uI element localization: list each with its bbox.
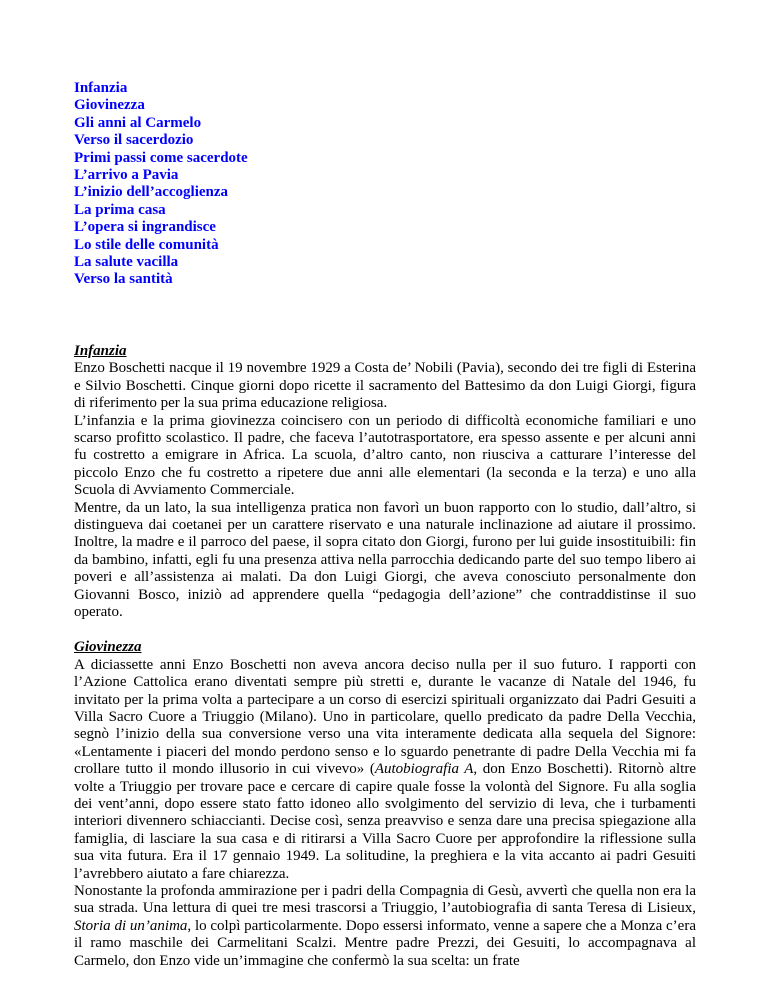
toc-link-giovinezza[interactable]: Giovinezza [74,97,145,114]
section-title-giovinezza: Giovinezza [74,639,142,656]
paragraph: L’infanzia e la prima giovinezza coincisero con un periodo di difficoltà economiche familiari e uno scarso profitto scolastico. Il padre, che faceva l’autotrasportatore, era spesso assente e per alcuni anni fu costretto a emigrare in Africa. La scuola, d’altro canto, non riusciva a catturare l’interesse del piccolo Enzo che fu costretto a ripetere due anni alle elementari (la seconda e la terza) e uno alla Scuola di Avviamento Commerciale. [74,412,696,499]
toc-item-accoglienza [74,184,696,201]
toc-item-primi-passi [74,150,696,167]
text-span: Nonostante la profonda ammirazione per i padri della Compagnia di Gesù, avvertì che quella non era la sua strada. Una lettura di quei tre mesi trascorsi a Triuggio, l’autobiografia di santa Teresa di Lisieux, [74,883,696,917]
toc-item-sacerdozio [74,132,696,149]
toc-link-salute[interactable]: La salute vacilla [74,254,179,271]
toc-link-arrivo-pavia[interactable]: L’arrivo a Pavia [74,167,179,184]
toc-item-stile [74,237,696,254]
toc-item-santita [74,271,696,288]
text-span: A diciassette anni Enzo Boschetti non aveva ancora deciso nulla per il suo futuro. I rapporti con l’Azione Cattolica erano diventati sempre più stretti e, durante le vacanze di Natale del 1946, fu invitato per la prima volta a partecipare a un corso di esercizi spirituali organizzato dai Padri Gesuiti a Villa Sacro Cuore a Triuggio (Milano). Uno in particolare, quello predicato da padre Della Vecchia, segnò l’inizio della sua conversione verso una vita interamente dedicata alla sequela del Signore: «Lentamente i piaceri del mondo perdono senso e lo sguardo penetrante di padre Della Vecchia mi fa crollare tutto il mondo illusorio in cui vivevo» ( [74,656,696,778]
toc-link-opera[interactable]: L’opera si ingrandisce [74,219,216,236]
toc-link-primi-passi[interactable]: Primi passi come sacerdote [74,149,248,166]
toc-link-carmelo[interactable]: Gli anni al Carmelo [74,114,202,131]
toc-link-santita[interactable]: Verso la santità [74,271,173,288]
paragraph: Mentre, da un lato, la sua intelligenza pratica non favorì un buon rapporto con lo studio, dall’altro, si distingueva dai coetanei per un carattere riservato e una naturale inclinazione ad aiutare il prossimo. Inoltre, la madre e il parroco del paese, il sopra citato don Giorgi, furono per lui guide insostituibili: fin da bambino, infatti, egli fu una presenza attiva nella parrocchia dedicando parte del suo tempo libero ai poveri e all’assistenza ai malati. Da don Luigi Giorgi, che aveva conosciuto personalmente don Giovanni Bosco, iniziò ad apprendere quella “pedagogia dell’azione” che contraddistinse il suo operato. [74,499,696,620]
toc-link-infanzia[interactable]: Infanzia [74,80,128,96]
toc-link-accoglienza[interactable]: L’inizio dell’accoglienza [74,184,229,201]
toc-item-carmelo [74,115,696,132]
table-of-contents [74,80,696,289]
toc-item-prima-casa [74,202,696,219]
section-infanzia [74,343,696,622]
paragraph [74,883,696,970]
section-giovinezza [74,639,696,970]
paragraph: Enzo Boschetti nacque il 19 novembre 1929 a Costa de’ Nobili (Pavia), secondo dei tre figli di Esterina e Silvio Boschetti. Cinque giorni dopo ricette il sacramento del Battesimo da don Luigi Giorgi, figura di riferimento per la sua prima educazione religiosa. [74,360,696,412]
book-title: Autobiografia A [374,761,474,778]
toc-link-stile[interactable]: Lo stile delle comunità [74,236,219,253]
toc-item-infanzia [74,80,696,97]
section-title-infanzia: Infanzia [74,342,127,359]
book-title: Storia di un’anima [74,917,188,934]
toc-item-giovinezza [74,97,696,114]
toc-link-sacerdozio[interactable]: Verso il sacerdozio [74,132,194,149]
toc-item-salute [74,254,696,271]
toc-item-opera [74,219,696,236]
document-page [74,80,696,970]
text-span: , don Enzo Boschetti). Ritornò altre volte a Triuggio per trovare pace e cercare di capire quale fosse la volontà del Signore. Fu alla soglia dei vent’anni, dopo essere stato fatto idoneo allo svolgimento del servizio di leva, che i turbamenti interiori divennero schiaccianti. Decise così, senza preavviso e senza dare una precisa spiegazione alla famiglia, di lasciare la sua casa e di ritirarsi a Villa Sacro Cuore per approfondire la riflessione sulla sua vita futura. Era il 17 gennaio 1949. La solitudine, la preghiera e la vita accanto ai padri Gesuiti l’avrebbero aiutato a fare chiarezza. [74,761,697,882]
paragraph [74,657,696,883]
toc-link-prima-casa[interactable]: La prima casa [74,201,166,218]
toc-item-arrivo-pavia [74,167,696,184]
text-span: , lo colpì particolarmente. Dopo essersi informato, venne a sapere che a Monza c’era il ramo maschile dei Carmelitani Scalzi. Mentre padre Prezzi, dei Gesuiti, lo accompagnava al Carmelo, don Enzo vide un’immagine che confermò la sua scelta: un frate [74,917,696,969]
